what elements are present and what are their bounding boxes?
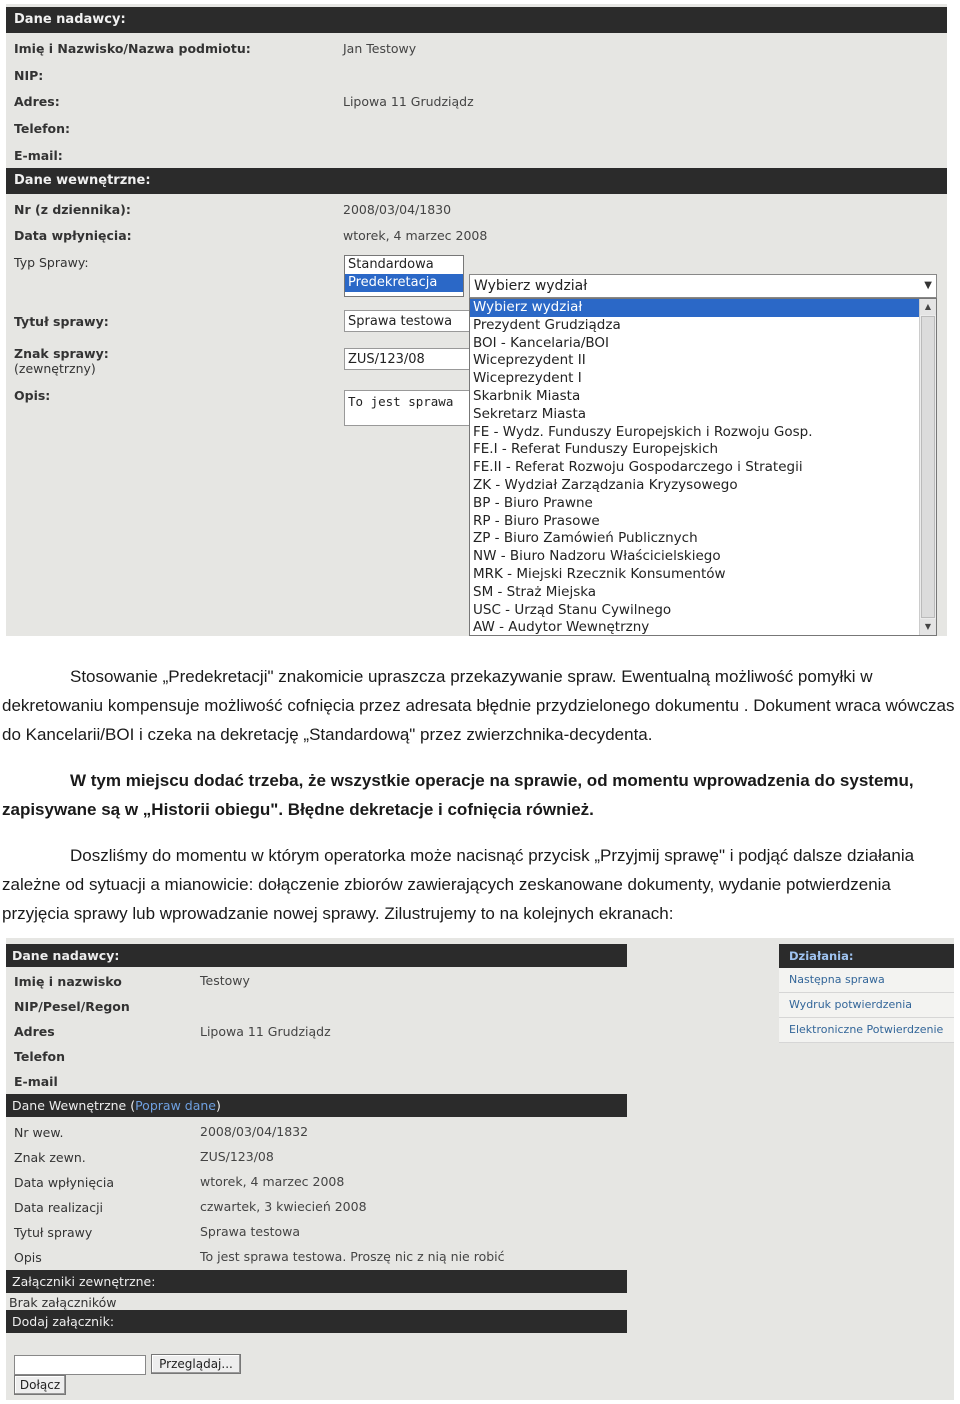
case-type-option[interactable]: Standardowa (348, 257, 434, 272)
case-type-listbox[interactable] (344, 255, 464, 297)
sender-name-label: Imię i nazwisko (14, 974, 122, 989)
department-option[interactable]: Wybierz wydział (470, 299, 936, 317)
case-title-label: Tytuł sprawy (14, 1225, 93, 1240)
journal-number-label: Nr (z dziennika): (14, 202, 131, 217)
description-label: Opis: (14, 388, 51, 403)
description-label: Opis (14, 1250, 42, 1265)
department-option[interactable]: MRK - Miejski Rzecznik Konsumentów (473, 565, 726, 582)
description-textarea[interactable]: To jest sprawa (344, 390, 484, 426)
department-option[interactable]: FE - Wydz. Funduszy Europejskich i Rozwoju Gosp. (473, 423, 813, 440)
sender-phone-label: Telefon: (14, 121, 71, 136)
due-date-value: czwartek, 3 kwiecień 2008 (200, 1199, 367, 1214)
sender-name-label: Imię i Nazwisko/Nazwa podmiotu: (14, 41, 251, 56)
journal-number-value: 2008/03/04/1830 (343, 202, 452, 217)
next-case-link[interactable]: Następna sprawa (779, 968, 954, 993)
department-option[interactable]: ZP - Biuro Zamówień Publicznych (473, 530, 698, 547)
internal-header-close: ) (215, 1098, 221, 1113)
scroll-up-icon[interactable]: ▲ (920, 299, 936, 315)
sender-section-header: Dane nadawcy: (6, 944, 627, 967)
actions-header: Działania: (779, 944, 954, 968)
internal-number-value: 2008/03/04/1832 (200, 1124, 309, 1139)
external-sign-label: Znak zewn. (14, 1150, 86, 1165)
chevron-down-icon[interactable]: ▼ (924, 280, 932, 291)
department-option[interactable]: Sekretarz Miasta (473, 405, 587, 422)
paragraph-next-steps: Doszliśmy do momentu w którym operatorka może nacisnąć przycisk „Przyjmij sprawę" i podjąć dalsze działania zależne od sytuacji a mianowicie: dołączenie zbiorów zawierających zeskanowane dokumenty, wydanie potwierdzenia przyjęcia sprawy lub wprowadzanie nowej sprawy. Zilustrujemy to na kolejnych ekranach: (2, 846, 915, 923)
sender-address-value: Lipowa 11 Grudziądz (200, 1024, 331, 1039)
sender-address-value: Lipowa 11 Grudziądz (343, 94, 474, 109)
file-path-input[interactable] (14, 1355, 146, 1375)
department-dropdown-list[interactable] (469, 298, 937, 636)
edit-data-link[interactable]: Popraw dane (135, 1098, 216, 1113)
paragraph-history: W tym miejscu dodać trzeba, że wszystkie operacje na sprawie, od momentu wprowadzenia do systemu, zapisywane są w „Historii obiegu". Błędne dekretacje i cofnięcia również. (2, 771, 914, 819)
print-confirmation-link[interactable]: Wydruk potwierdzenia (779, 993, 954, 1018)
browse-button[interactable]: Przeglądaj... (151, 1354, 241, 1374)
department-option[interactable]: Wiceprezydent I (473, 370, 582, 387)
dropdown-scrollbar[interactable] (919, 299, 936, 635)
receipt-date-label: Data wpłynięcia: (14, 228, 132, 243)
sender-nip-label: NIP: (14, 68, 44, 83)
sender-phone-label: Telefon (14, 1049, 66, 1064)
internal-header-text: Dane Wewnętrzne ( (12, 1098, 136, 1113)
receipt-date-label: Data wpłynięcia (14, 1175, 115, 1190)
case-sign-input[interactable]: ZUS/123/08 (344, 348, 484, 370)
scroll-down-icon[interactable]: ▼ (920, 619, 936, 635)
department-option[interactable]: FE.I - Referat Funduszy Europejskich (473, 441, 719, 458)
external-sign-value: ZUS/123/08 (200, 1149, 274, 1164)
screenshot-case-registration (6, 4, 947, 636)
case-sign-label: Znak sprawy: (14, 346, 109, 361)
internal-section-header: Dane wewnętrzne: (6, 168, 947, 194)
sender-email-label: E-mail (14, 1074, 58, 1089)
scrollbar-thumb[interactable] (921, 316, 935, 618)
screenshot-case-accepted (6, 938, 954, 1400)
department-option[interactable]: RP - Biuro Prasowe (473, 512, 600, 529)
add-attachment-header: Dodaj załącznik: (6, 1310, 627, 1333)
description-value: To jest sprawa testowa. Proszę nic z nią nie robić (200, 1249, 505, 1264)
actions-panel (779, 944, 954, 1043)
department-option[interactable]: ZK - Wydział Zarządzania Kryzysowego (473, 476, 738, 493)
sender-address-label: Adres: (14, 94, 60, 109)
department-option[interactable]: USC - Urząd Stanu Cywilnego (473, 601, 672, 618)
electronic-confirmation-link[interactable]: Elektroniczne Potwierdzenie (779, 1018, 954, 1043)
sender-id-label: NIP/Pesel/Regon (14, 999, 130, 1014)
case-type-option-selected[interactable]: Predekretacja (345, 274, 463, 292)
attach-button[interactable]: Dołącz (14, 1375, 66, 1395)
case-title-value: Sprawa testowa (200, 1224, 301, 1239)
no-attachments-text: Brak załączników (9, 1295, 117, 1310)
due-date-label: Data realizacji (14, 1200, 104, 1215)
department-option[interactable]: Skarbnik Miasta (473, 387, 581, 404)
department-option[interactable]: AW - Audytor Wewnętrzny (473, 619, 650, 636)
department-option[interactable]: SM - Straż Miejska (473, 583, 597, 600)
department-select[interactable] (469, 274, 937, 298)
department-option[interactable]: FE.II - Referat Rozwoju Gospodarczego i Strategii (473, 459, 803, 476)
case-type-label: Typ Sprawy: (14, 255, 89, 270)
receipt-date-value: wtorek, 4 marzec 2008 (200, 1174, 345, 1189)
case-title-input[interactable]: Sprawa testowa (344, 310, 484, 332)
sender-address-label: Adres (14, 1024, 55, 1039)
department-select-value: Wybierz wydział (474, 278, 588, 294)
attachments-section-header: Załączniki zewnętrzne: (6, 1270, 627, 1293)
internal-number-label: Nr wew. (14, 1125, 64, 1140)
department-option[interactable]: Prezydent Grudziądza (473, 316, 621, 333)
case-sign-sublabel: (zewnętrzny) (14, 361, 96, 376)
paragraph-predecretation: Stosowanie „Predekretacji" znakomicie upraszcza przekazywanie spraw. Ewentualną możliwość pomyłki w dekretowaniu kompensuje możliwość cofnięcia przez adresata błędnie przydzielonego dokumentu . Dokument wraca wówczas do Kancelarii/BOI i czeka na dekretację „Standardową" przez zwierzchnika-decydenta. (2, 667, 955, 744)
receipt-date-value: wtorek, 4 marzec 2008 (343, 228, 488, 243)
internal-section-header (6, 1094, 627, 1117)
sender-email-label: E-mail: (14, 148, 63, 163)
department-option[interactable]: NW - Biuro Nadzoru Właścicielskiego (473, 548, 721, 565)
sender-name-value: Testowy (200, 973, 250, 988)
department-option[interactable]: Wiceprezydent II (473, 352, 586, 369)
sender-section-header: Dane nadawcy: (6, 7, 947, 33)
sender-name-value: Jan Testowy (343, 41, 417, 56)
case-title-label: Tytuł sprawy: (14, 314, 109, 329)
department-option[interactable]: BOI - Kancelaria/BOI (473, 334, 610, 351)
department-option[interactable]: BP - Biuro Prawne (473, 494, 593, 511)
